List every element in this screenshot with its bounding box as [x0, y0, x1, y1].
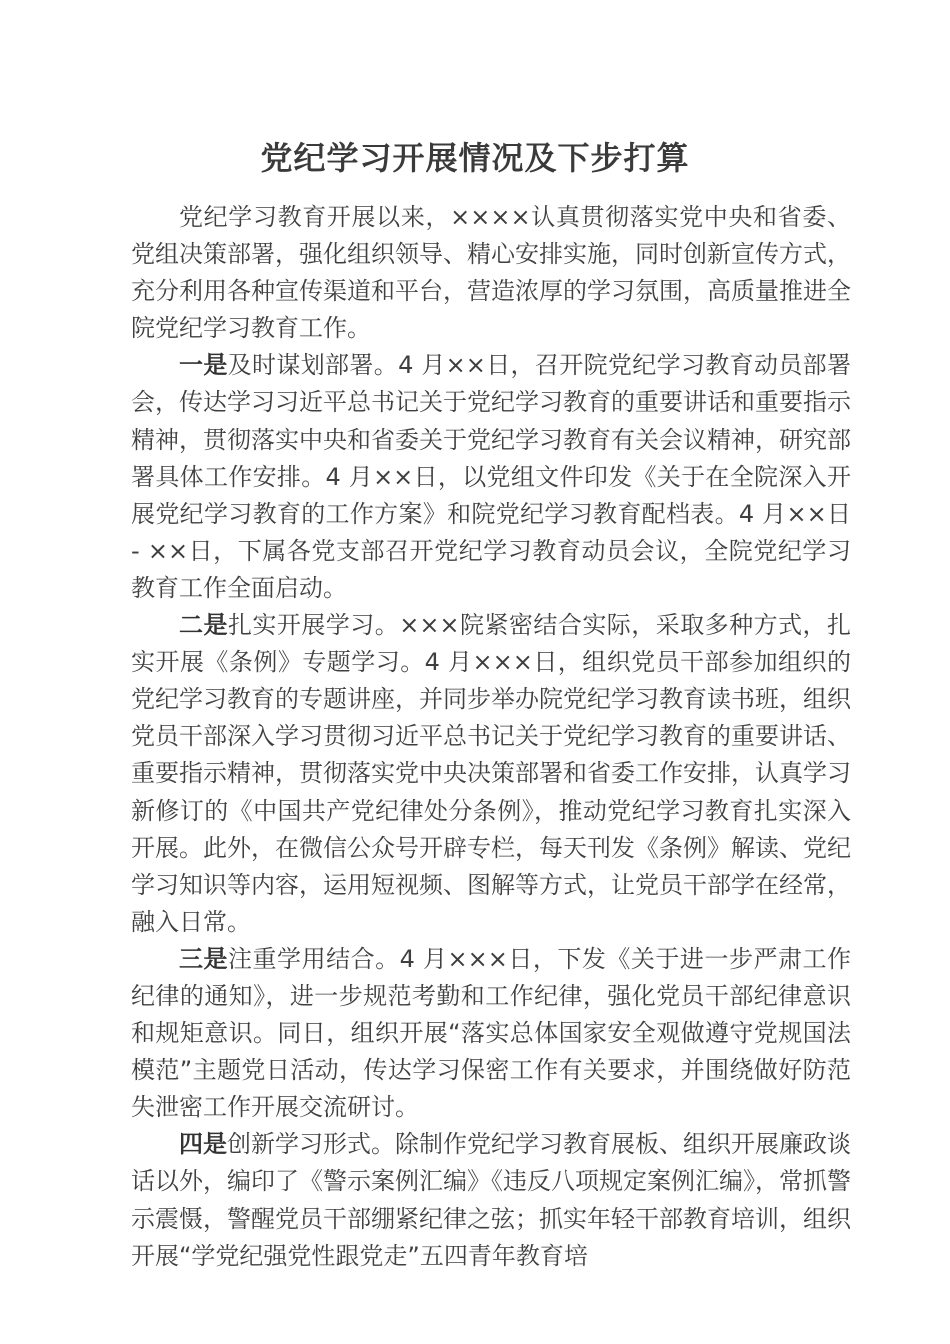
- paragraph-item-4: [131, 1126, 851, 1274]
- paragraph-lead: 四是: [179, 1130, 227, 1159]
- paragraph-lead: 三是: [179, 944, 229, 973]
- paragraph-lead: 一是: [179, 351, 228, 380]
- paragraph-text: 党纪学习教育开展以来，××××认真贯彻落实党中央和省委、党组决策部署，强化组织领导、精心安排实施，同时创新宣传方式，充分利用各种宣传渠道和平台，营造浓厚的学习氛围，高质量推进全院党纪学习教育工作。: [131, 203, 851, 343]
- paragraph-item-3: [131, 941, 851, 1126]
- document-title: 党纪学习开展情况及下步打算: [260, 139, 690, 177]
- paragraph-lead: 二是: [179, 611, 228, 640]
- paragraph-item-2: [131, 607, 851, 941]
- paragraph-item-1: [131, 347, 851, 607]
- document-body: [131, 199, 851, 1275]
- intro-paragraph: [131, 199, 851, 347]
- paragraph-text: 注重学用结合。4 月×××日，下发《关于进一步严肃工作纪律的通知》，进一步规范考勤和工作纪律，强化党员干部纪律意识和规矩意识。同日，组织开展“落实总体国家安全观做遵守党规国法模范”主题党日活动，传达学习保密工作有关要求，并围绕做好防范失泄密工作开展交流研讨。: [131, 944, 852, 1122]
- paragraph-text: 扎实开展学习。×××院紧密结合实际，采取多种方式，扎实开展《条例》专题学习。4 月×××日，组织党员干部参加组织的党纪学习教育的专题讲座，并同步举办院党纪学习教育读书班，组织党员干部深入学习贯彻习近平总书记关于党纪学习教育的重要讲话、重要指示精神，贯彻落实党中央决策部署和省委工作安排，认真学习新修订的《中国共产党纪律处分条例》，推动党纪学习教育扎实深入开展。此外，在微信公众号开辟专栏，每天刊发《条例》解读、党纪学习知识等内容，运用短视频、图解等方式，让党员干部学在经常，融入日常。: [131, 611, 852, 936]
- paragraph-text: 及时谋划部署。4 月××日，召开院党纪学习教育动员部署会，传达学习习近平总书记关于党纪学习教育的重要讲话和重要指示精神，贯彻落实中央和省委关于党纪学习教育有关会议精神，研究部署具体工作安排。4 月××日，以党组文件印发《关于在全院深入开展党纪学习教育的工作方案》和院党纪学习教育配档表。4 月××日 - ××日，下属各党支部召开党纪学习教育动员会议，全院党纪学习教育工作全面启动。: [131, 351, 851, 602]
- paragraph-text: 创新学习形式。除制作党纪学习教育展板、组织开展廉政谈话以外，编印了《警示案例汇编》《违反八项规定案例汇编》，常抓警示震慑，警醒党员干部绷紧纪律之弦；抓实年轻干部教育培训，组织开展“学党纪强党性跟党走”五四青年教育培: [131, 1130, 851, 1270]
